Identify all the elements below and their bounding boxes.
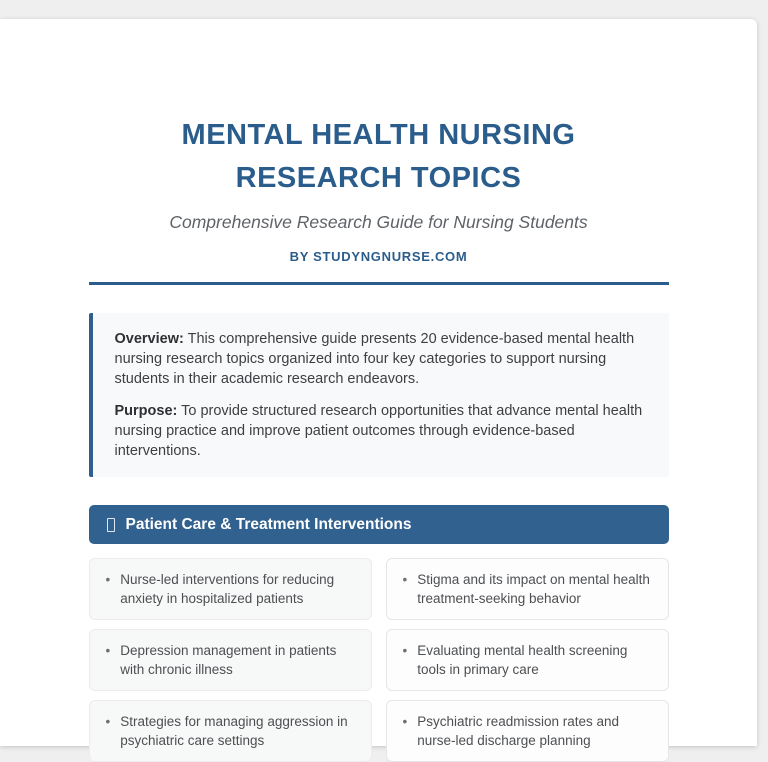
missing-glyph-box-icon bbox=[107, 518, 115, 532]
bullet-icon: • bbox=[402, 572, 408, 587]
content-column bbox=[89, 19, 669, 762]
section-header-patient-care bbox=[89, 505, 669, 544]
topic-text: Depression management in patients with chronic illness bbox=[120, 643, 337, 677]
byline: BY STUDYNGNURSE.COM bbox=[289, 249, 468, 264]
overview-text: This comprehensive guide presents 20 evidence-based mental health nursing research topics organized into four key categories to support nursing students in their academic research endeavors. bbox=[114, 331, 635, 387]
page-title-line1: MENTAL HEALTH NURSING bbox=[181, 119, 576, 151]
purpose-label: Purpose: bbox=[114, 403, 178, 419]
topic-text: Nurse-led interventions for reducing anxiety in hospitalized patients bbox=[120, 572, 335, 606]
overview-box bbox=[89, 313, 669, 477]
bullet-icon: • bbox=[105, 643, 111, 658]
bullet-icon: • bbox=[402, 714, 408, 729]
topic-card bbox=[89, 629, 372, 691]
overview-label: Overview: bbox=[114, 331, 184, 347]
topic-card bbox=[386, 700, 669, 762]
topic-text: Stigma and its impact on mental health treatment-seeking behavior bbox=[417, 572, 650, 606]
topics-grid bbox=[89, 558, 669, 762]
purpose-text: To provide structured research opportunities that advance mental health nursing practice and improve patient outcomes through evidence-based interventions. bbox=[114, 403, 643, 459]
document-page bbox=[0, 19, 757, 746]
page-title-line2: RESEARCH TOPICS bbox=[235, 162, 522, 194]
topic-text: Strategies for managing aggression in psychiatric care settings bbox=[120, 714, 348, 748]
page-subtitle: Comprehensive Research Guide for Nursing Students bbox=[169, 212, 588, 232]
bullet-icon: • bbox=[105, 714, 111, 729]
page-title bbox=[89, 114, 669, 200]
topic-text: Evaluating mental health screening tools in primary care bbox=[417, 643, 628, 677]
bullet-icon: • bbox=[402, 643, 408, 658]
topic-card bbox=[386, 558, 669, 620]
topic-card bbox=[89, 558, 372, 620]
topic-text: Psychiatric readmission rates and nurse-led discharge planning bbox=[417, 714, 620, 748]
header-divider bbox=[89, 282, 669, 285]
section-title: Patient Care & Treatment Interventions bbox=[125, 515, 412, 533]
topic-card bbox=[386, 629, 669, 691]
purpose-paragraph bbox=[115, 401, 649, 461]
bullet-icon: • bbox=[105, 572, 111, 587]
topic-card bbox=[89, 700, 372, 762]
overview-paragraph bbox=[115, 329, 649, 389]
